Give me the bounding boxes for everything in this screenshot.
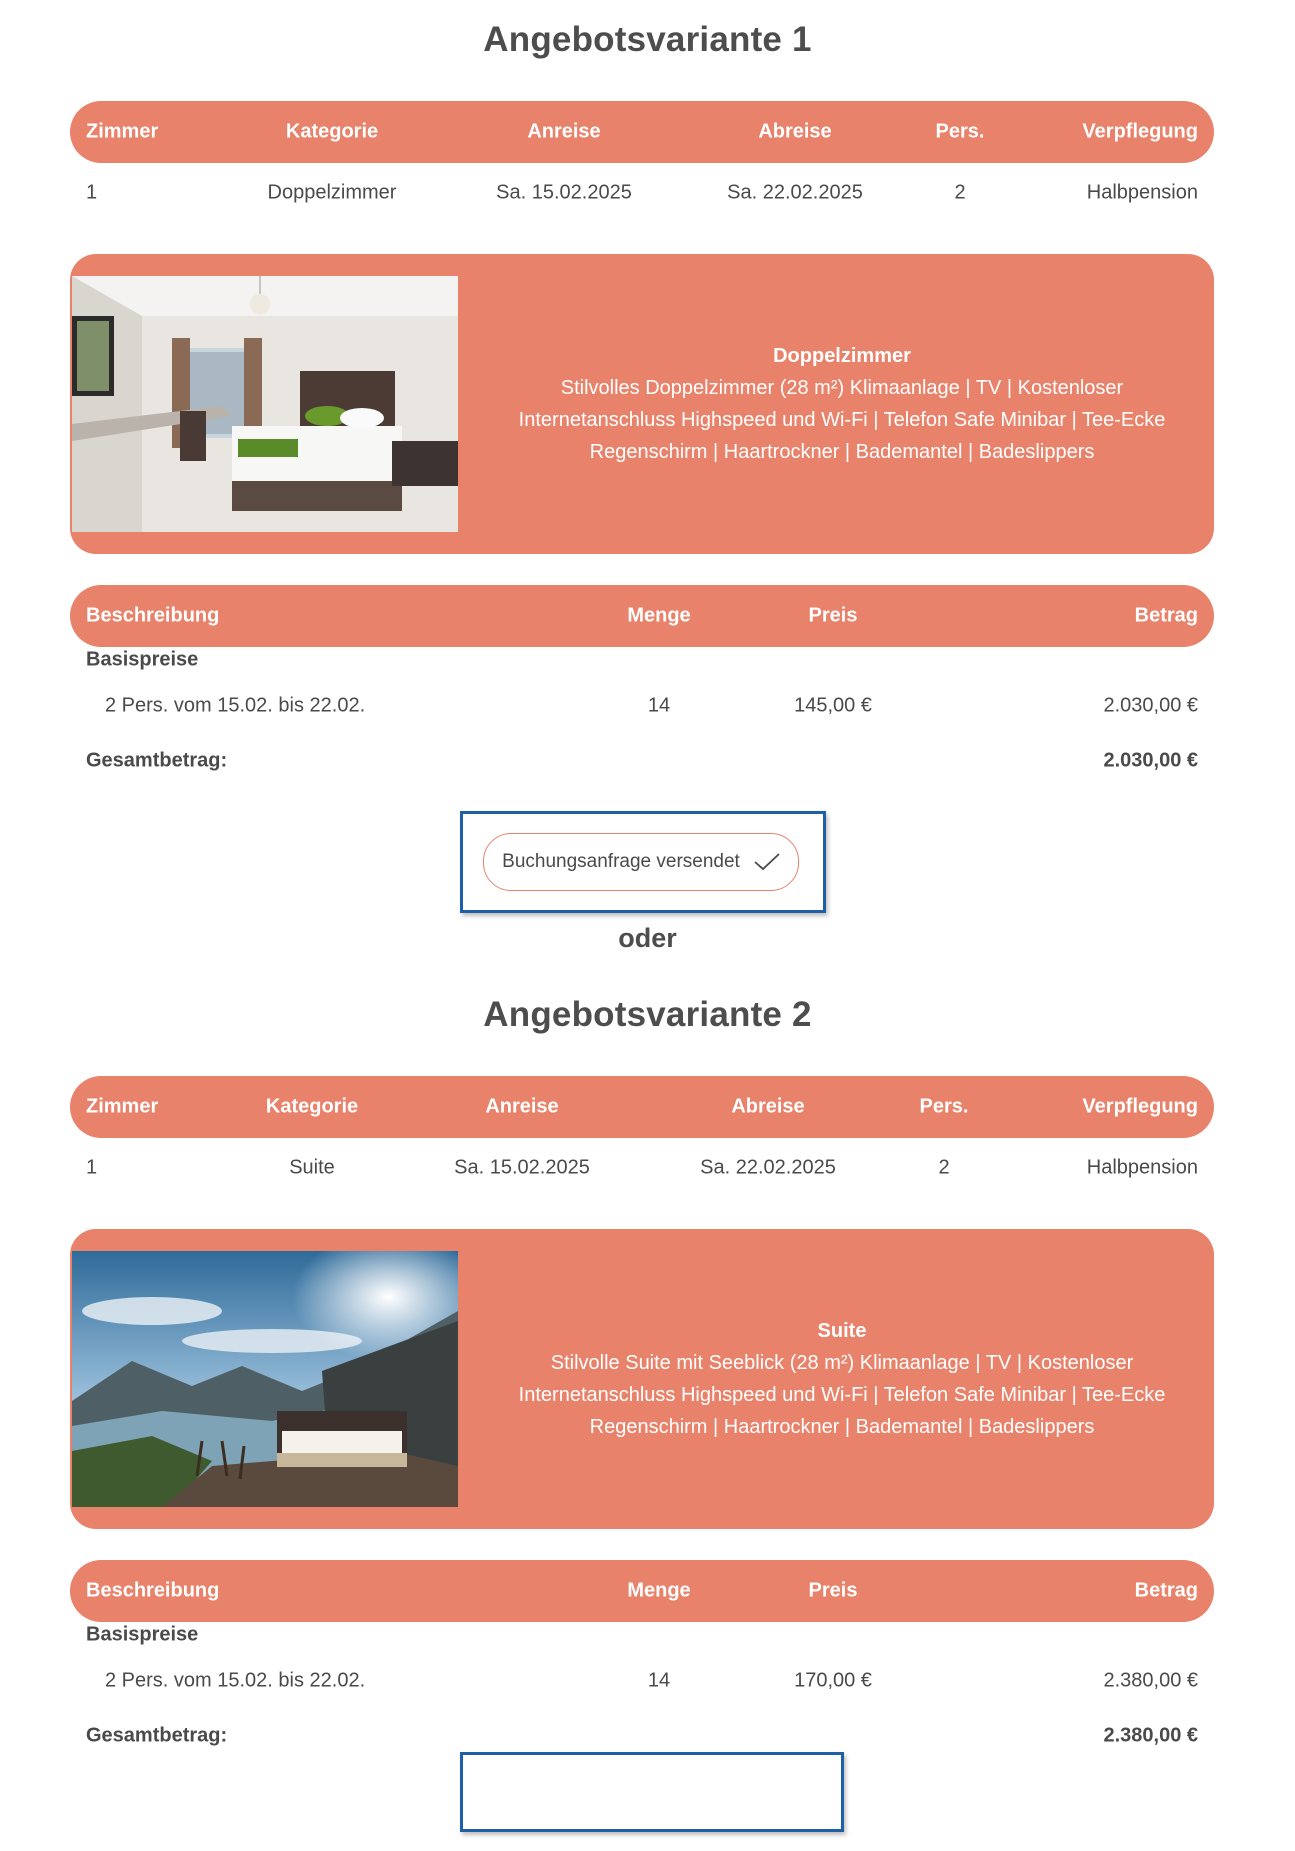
offer-2-price-table-header bbox=[70, 1560, 1214, 1622]
departure-date: Sa. 22.02.2025 bbox=[700, 1156, 836, 1179]
price-amount: 2.030,00 € bbox=[1103, 694, 1198, 717]
header-preis: Preis bbox=[808, 604, 858, 627]
header-beschreibung: Beschreibung bbox=[86, 1579, 220, 1602]
offer-separator: oder bbox=[618, 923, 677, 953]
booking-request-button[interactable] bbox=[483, 833, 799, 891]
header-pers: Pers. bbox=[919, 1095, 969, 1118]
check-icon bbox=[754, 853, 780, 871]
header-anreise: Anreise bbox=[527, 120, 601, 143]
offer-1-price-row bbox=[70, 686, 1214, 726]
offer-1-price-table-header bbox=[70, 585, 1214, 647]
suite-image bbox=[72, 1251, 458, 1507]
price-group-label: Basispreise bbox=[86, 1623, 199, 1646]
header-abreise: Abreise bbox=[758, 120, 832, 143]
header-kategorie: Kategorie bbox=[265, 1095, 359, 1118]
offer-1-price-group bbox=[70, 640, 1214, 680]
board: Halbpension bbox=[1086, 181, 1198, 204]
arrival-date: Sa. 15.02.2025 bbox=[496, 181, 632, 204]
offer-2-total bbox=[70, 1716, 1214, 1756]
room-category: Doppelzimmer bbox=[267, 181, 397, 204]
arrival-date: Sa. 15.02.2025 bbox=[454, 1156, 590, 1179]
price-unit: 170,00 € bbox=[794, 1669, 872, 1692]
offer-2-room-row bbox=[70, 1138, 1214, 1198]
room-description: Stilvolle Suite mit Seeblick (28 m²) Klimaanlage | TV | Kostenloser Internetanschluss Highspeed und Wi-Fi | Telefon Safe Minibar | Tee-Ecke Regenschirm | Haartrockner | Bademantel | Badeslippers bbox=[518, 1352, 1166, 1438]
departure-date: Sa. 22.02.2025 bbox=[727, 181, 863, 204]
offer-1-total bbox=[70, 741, 1214, 781]
header-betrag: Betrag bbox=[1134, 604, 1198, 627]
total-value: 2.380,00 € bbox=[1103, 1724, 1198, 1747]
header-kategorie: Kategorie bbox=[285, 120, 379, 143]
price-amount: 2.380,00 € bbox=[1103, 1669, 1198, 1692]
price-unit: 145,00 € bbox=[794, 694, 872, 717]
header-verpflegung: Verpflegung bbox=[1082, 120, 1198, 143]
header-beschreibung: Beschreibung bbox=[86, 604, 220, 627]
room-description-block bbox=[490, 254, 1194, 554]
price-group-label: Basispreise bbox=[86, 648, 199, 671]
header-zimmer: Zimmer bbox=[86, 1095, 159, 1118]
offer-2-room-card bbox=[70, 1229, 1214, 1529]
room-description: Stilvolles Doppelzimmer (28 m²) Klimaanlage | TV | Kostenloser Internetanschluss Highspeed und Wi-Fi | Telefon Safe Minibar | Tee-Ecke Regenschirm | Haartrockner | Bademantel | Badeslippers bbox=[518, 377, 1166, 463]
price-quantity: 14 bbox=[647, 694, 671, 717]
header-verpflegung: Verpflegung bbox=[1082, 1095, 1198, 1118]
offer-2-title: Angebotsvariante 2 bbox=[483, 995, 812, 1034]
offer-1-room-row bbox=[70, 163, 1214, 223]
focus-highlight-empty bbox=[460, 1752, 844, 1832]
room-description-block bbox=[490, 1229, 1194, 1529]
header-betrag: Betrag bbox=[1134, 1579, 1198, 1602]
hotel-room-image bbox=[72, 276, 458, 532]
offer-2-price-group bbox=[70, 1615, 1214, 1655]
offer-1-room-card bbox=[70, 254, 1214, 554]
price-description: 2 Pers. vom 15.02. bis 22.02. bbox=[105, 1669, 366, 1692]
header-menge: Menge bbox=[627, 604, 691, 627]
total-value: 2.030,00 € bbox=[1103, 749, 1198, 772]
total-label: Gesamtbetrag: bbox=[86, 749, 228, 772]
offer-2-price-row bbox=[70, 1661, 1214, 1701]
total-label: Gesamtbetrag: bbox=[86, 1724, 228, 1747]
header-pers: Pers. bbox=[935, 120, 985, 143]
room-number: 1 bbox=[86, 181, 98, 204]
room-category: Suite bbox=[289, 1156, 335, 1179]
offer-2-room-table-header bbox=[70, 1076, 1214, 1138]
offer-1-title: Angebotsvariante 1 bbox=[483, 20, 812, 59]
persons: 2 bbox=[938, 1156, 950, 1179]
room-name: Doppelzimmer bbox=[773, 345, 911, 367]
room-number: 1 bbox=[86, 1156, 98, 1179]
offer-1-room-table-header bbox=[70, 101, 1214, 163]
header-menge: Menge bbox=[627, 1579, 691, 1602]
header-preis: Preis bbox=[808, 1579, 858, 1602]
price-quantity: 14 bbox=[647, 1669, 671, 1692]
persons: 2 bbox=[954, 181, 966, 204]
board: Halbpension bbox=[1086, 1156, 1198, 1179]
price-description: 2 Pers. vom 15.02. bis 22.02. bbox=[105, 694, 366, 717]
room-name: Suite bbox=[817, 1320, 867, 1342]
booking-request-label: Buchungsanfrage versendet bbox=[502, 851, 740, 872]
header-anreise: Anreise bbox=[485, 1095, 559, 1118]
header-abreise: Abreise bbox=[731, 1095, 805, 1118]
header-zimmer: Zimmer bbox=[86, 120, 159, 143]
